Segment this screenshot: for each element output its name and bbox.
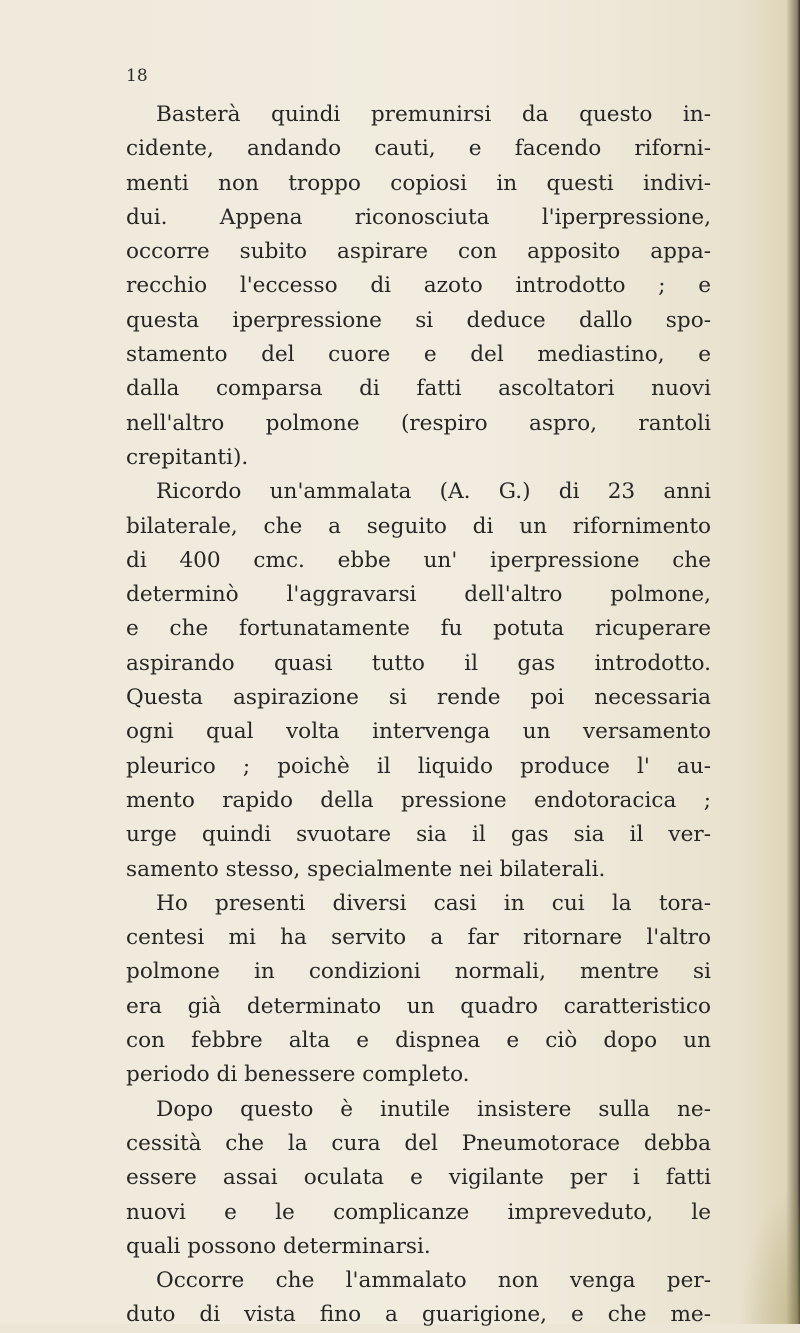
text-line: essere assai oculata e vigilante per i fatti — [126, 1165, 711, 1191]
body-text — [126, 98, 711, 1333]
text-line: menti non troppo copiosi in questi indivi- — [126, 170, 711, 196]
text-line: quali possono determinarsi. — [126, 1233, 431, 1259]
text-line: era già determinato un quadro caratteristico — [126, 993, 711, 1019]
text-line: questa iperpressione si deduce dallo spo- — [126, 307, 711, 333]
text-line: di 400 cmc. ebbe un' iperpressione che — [126, 547, 711, 573]
text-line: dui. Appena riconosciuta l'iperpressione, — [126, 204, 711, 230]
text-line: e che fortunatamente fu potuta ricuperare — [126, 616, 711, 642]
text-line: dalla comparsa di fatti ascoltatori nuovi — [126, 376, 711, 402]
text-line: bilaterale, che a seguito di un rifornimento — [126, 513, 711, 539]
text-line: ogni qual volta intervenga un versamento — [126, 719, 711, 745]
text-line: Ricordo un'ammalata (A. G.) di 23 anni — [156, 479, 711, 505]
text-line: cessità che la cura del Pneumotorace debba — [126, 1130, 711, 1156]
text-line: duto di vista fino a guarigione, e che me- — [126, 1302, 711, 1328]
text-line: cidente, andando cauti, e facendo riforni- — [126, 136, 711, 162]
text-line: Dopo questo è inutile insistere sulla ne- — [156, 1096, 711, 1122]
paper-stain — [740, 1184, 800, 1324]
text-line: Ho presenti diversi casi in cui la tora- — [156, 890, 711, 916]
text-line: stamento del cuore e del mediastino, e — [126, 342, 711, 368]
text-line: urge quindi svuotare sia il gas sia il ver- — [126, 822, 711, 848]
text-line: Occorre che l'ammalato non venga per- — [156, 1268, 711, 1294]
text-line: Basterà quindi premunirsi da questo in- — [156, 102, 711, 127]
text-line: determinò l'aggravarsi dell'altro polmone, — [126, 582, 711, 608]
text-line: periodo di benessere completo. — [126, 1062, 470, 1088]
text-line: centesi mi ha servito a far ritornare l'altro — [126, 925, 711, 951]
page-number: 18 — [126, 66, 148, 86]
text-line: nuovi e le complicanze impreveduto, le — [126, 1199, 711, 1225]
text-line: crepitanti). — [126, 444, 249, 470]
page-edge-shadow — [786, 0, 800, 1324]
text-line: recchio l'eccesso di azoto introdotto ; e — [126, 273, 711, 299]
text-line: samento stesso, specialmente nei bilaterali. — [126, 856, 606, 882]
text-line: con febbre alta e dispnea e ciò dopo un — [126, 1028, 711, 1054]
text-line: polmone in condizioni normali, mentre si — [126, 959, 711, 985]
text-line: Questa aspirazione si rende poi necessaria — [126, 685, 711, 711]
text-line: mento rapido della pressione endotoracica ; — [126, 787, 711, 813]
text-line: aspirando quasi tutto il gas introdotto. — [126, 650, 711, 676]
text-line: pleurico ; poichè il liquido produce l' au- — [126, 753, 711, 779]
text-line: occorre subito aspirare con apposito appa- — [126, 239, 711, 265]
text-line: nell'altro polmone (respiro aspro, rantoli — [126, 410, 711, 436]
